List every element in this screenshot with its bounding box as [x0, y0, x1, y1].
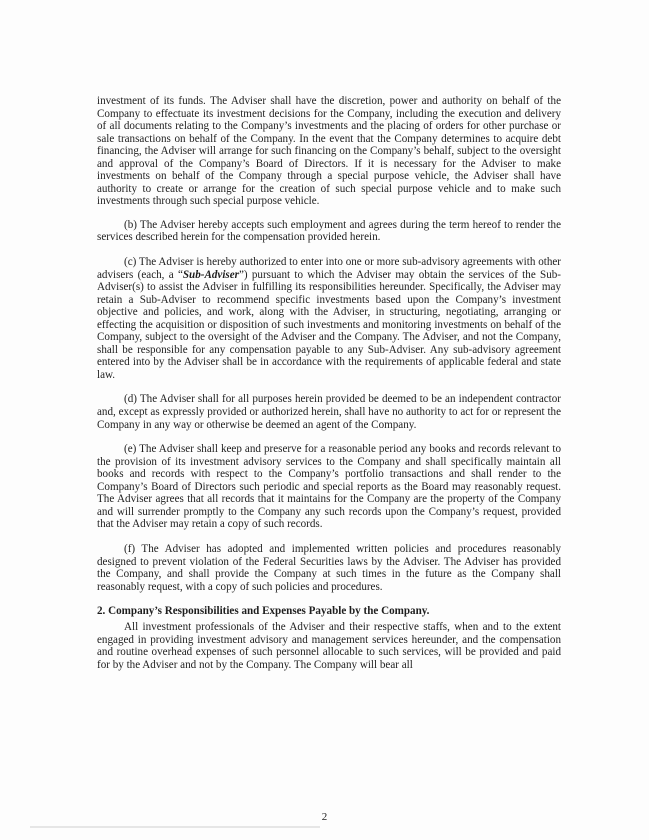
document-body: [97, 95, 561, 671]
paragraph-b: (b) The Adviser hereby accepts such employment and agrees during the term hereof to render the services described herein for the compensation provided herein.: [97, 218, 561, 244]
paragraph-f: (f) The Adviser has adopted and implemented written policies and procedures reasonably designed to prevent violation of the Federal Securities laws by the Adviser. The Adviser has provided the Company, and shall provide the Company at such times in the future as the Company shall reasonably request, with a copy of such policies and procedures.: [97, 542, 561, 593]
defined-term-sub-adviser: Sub-Adviser: [182, 268, 239, 281]
page-number: 2: [321, 811, 328, 823]
paragraph-d: (d) The Adviser shall for all purposes herein provided be deemed to be an independent contractor and, except as expressly provided or authorized herein, shall have no authority to act for or represent the Company in any way or otherwise be deemed an agent of the Company.: [97, 393, 561, 431]
section-heading: 2. Company’s Responsibilities and Expenses Payable by the Company.: [97, 605, 430, 618]
paragraph-c: [97, 256, 561, 381]
paragraph-c-start: (c) The Adviser is hereby authorized to enter into one or more sub-advisory agreements with other advisers (each, a “: [97, 256, 561, 281]
paragraph-continuation: investment of its funds. The Adviser shall have the discretion, power and authority on behalf of the Company to effectuate its investment decisions for the Company, including the execution and delivery of all documents relating to the Company’s investments and the placing of orders for other purchase or sale transactions on behalf of the Company. In the event that the Company determines to acquire debt financing, the Adviser will arrange for such financing on the Company’s behalf, subject to the oversight and approval of the Company’s Board of Directors. If it is necessary for the Adviser to make investments on behalf of the Company through a special purpose vehicle, the Adviser shall have authority to create or arrange for the creation of such special purpose vehicle and to make such investments through such special purpose vehicle.: [97, 95, 561, 208]
paragraph-c-rest: ”) pursuant to which the Adviser may obtain the services of the Sub-Adviser(s) to assist the Adviser in fulfilling its responsibilities hereunder. Specifically, the Adviser may retain a Sub-Adviser to recommend specific investments based upon the Company’s investment objective and policies, and work, along with the Adviser, in structuring, negotiating, arranging or effecting the acquisition or disposition of such investments and monitoring investments on behalf of the Company, subject to the oversight of the Adviser and the Company. The Adviser, and not the Company, shall be responsible for any compensation payable to any Sub-Adviser. Any sub-advisory agreement entered into by the Adviser shall be in accordance with the requirements of applicable federal and state law.: [97, 268, 561, 381]
scan-artifact-line: [30, 826, 320, 828]
paragraph-section-2: All investment professionals of the Adviser and their respective staffs, when and to the extent engaged in providing investment advisory and management services hereunder, and the compensation and routine overhead expenses of such personnel allocable to such services, will be provided and paid for by the Adviser and not by the Company. The Company will bear all: [97, 621, 561, 671]
paragraph-e: (e) The Adviser shall keep and preserve for a reasonable period any books and records relevant to the provision of its investment advisory services to the Company and shall specifically maintain all books and records with respect to the Company’s portfolio transactions and shall render to the Company’s Board of Directors such periodic and special reports as the Board may reasonably request. The Adviser agrees that all records that it maintains for the Company are the property of the Company and will surrender promptly to the Company any such records upon the Company’s request, provided that the Adviser may retain a copy of such records.: [97, 443, 561, 531]
